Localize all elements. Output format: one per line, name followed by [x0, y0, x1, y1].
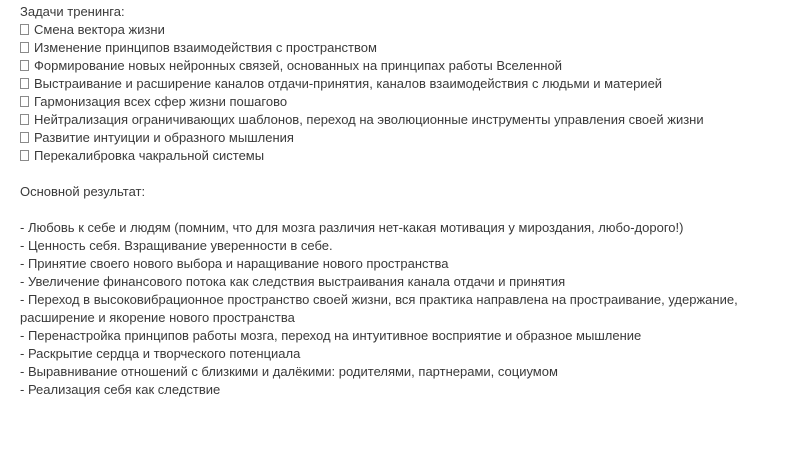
task-item: Гармонизация всех сфер жизни пошагово — [20, 93, 780, 111]
bullet-box-icon — [20, 150, 29, 161]
tasks-heading: Задачи тренинга: — [20, 4, 125, 19]
task-item: Нейтрализация ограничивающих шаблонов, переход на эволюционные инструменты управления своей жизни — [20, 111, 780, 129]
task-item: Изменение принципов взаимодействия с пространством — [20, 39, 780, 57]
result-item: - Ценность себя. Взращивание уверенности в себе. — [20, 238, 333, 253]
result-item: - Переход в высоковибрационное пространство своей жизни, вся практика направлена на простраивание, удержание, расширение и якорение нового пространства — [20, 292, 742, 325]
bullet-box-icon — [20, 132, 29, 143]
task-item: Перекалибровка чакральной системы — [20, 147, 780, 165]
bullet-box-icon — [20, 42, 29, 53]
section-spacer — [20, 201, 800, 219]
bullet-box-icon — [20, 96, 29, 107]
task-item: Развитие интуиции и образного мышления — [20, 129, 780, 147]
result-item: - Принятие своего нового выбора и наращивание нового пространства — [20, 256, 449, 271]
bullet-box-icon — [20, 114, 29, 125]
bullet-box-icon — [20, 78, 29, 89]
result-item: - Увеличение финансового потока как следствия выстраивания канала отдачи и принятия — [20, 274, 566, 289]
results-heading: Основной результат: — [20, 184, 146, 199]
bullet-box-icon — [20, 60, 29, 71]
task-item: Формирование новых нейронных связей, основанных на принципах работы Вселенной — [20, 57, 780, 75]
result-item: - Раскрытие сердца и творческого потенциала — [20, 346, 301, 361]
result-item: - Перенастройка принципов работы мозга, переход на интуитивное восприятие и образное мышление — [20, 328, 642, 343]
task-item: Смена вектора жизни — [20, 21, 780, 39]
task-item: Выстраивание и расширение каналов отдачи-принятия, каналов взаимодействия с людьми и материей — [20, 75, 780, 93]
result-item: - Любовь к себе и людям (помним, что для мозга различия нет-какая мотивация у мироздания, любо-дорого!) — [20, 220, 684, 235]
bullet-box-icon — [20, 24, 29, 35]
section-spacer — [20, 165, 800, 183]
result-item: - Выравнивание отношений с близкими и далёкими: родителями, партнерами, социумом — [20, 364, 558, 379]
result-item: - Реализация себя как следствие — [20, 382, 221, 397]
